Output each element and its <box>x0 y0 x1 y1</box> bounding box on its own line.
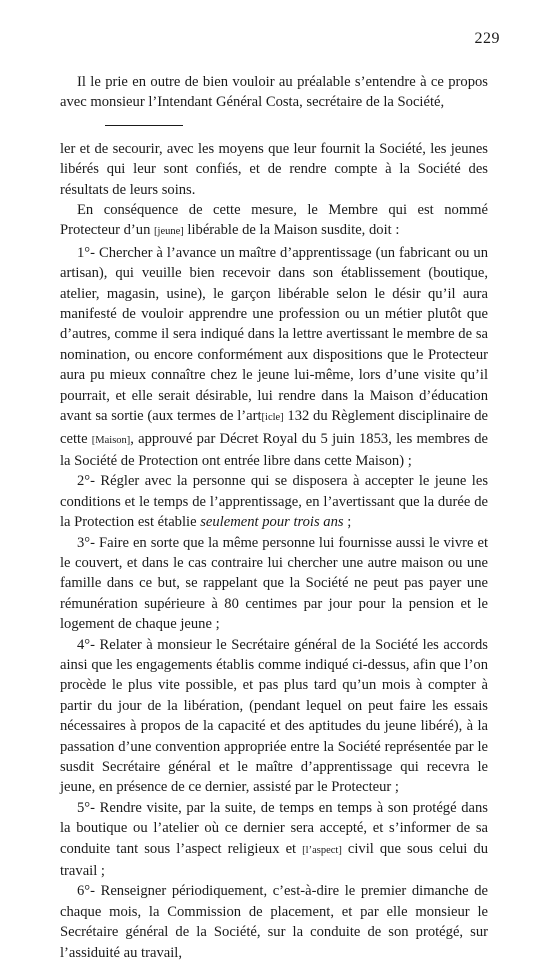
item1-text-c: , approuvé par Décret Royal du 5 juin 1853, les membres de la Société de Protection ont entrée libre dans cette Maison) ; <box>60 430 488 469</box>
list-item-1 <box>60 243 488 471</box>
list-item-3: 3°- Faire en sorte que la même personne lui fournisse aussi le vivre et le couvert, et dans le cas contraire lui chercher une autre maison ou une famille dans ce but, se rappelant que la Société ne peut pas payer une rémunération supérieure à 80 centimes par jour pour la pension et le logement de chaque jeune ; <box>60 534 488 633</box>
list-item-6: 6°- Renseigner périodiquement, c’est-à-dire le premier dimanche de chaque mois, la Commission de placement, et par elle monsieur le Secrétaire général de la Société, sur la conduite de son protégé, sur l’assiduité au travail, <box>60 883 488 961</box>
list-item-2 <box>60 471 488 532</box>
item5-text-a: 5°- Rendre visite, par la suite, de temps en temps à son protégé dans la boutique ou l’atelier où ce dernier sera accepté, et s’informer de sa conduite tant sous l’aspect religieux et <box>60 799 488 857</box>
consequence-text-a: En conséquence de cette mesure, le Membre qui est nommé Protecteur d’un <box>60 202 488 239</box>
page-number: 229 <box>474 30 500 47</box>
body-text <box>60 72 488 963</box>
item2-text-a: 2°- Régler avec la personne qui se disposera à accepter le jeune les conditions et le temps de l’apprentissage, en l’avertissant que la durée de la Protection est établie <box>60 473 488 531</box>
item5-text-b: civil que sous celui du travail ; <box>60 840 488 880</box>
emphasis-text: seulement pour trois ans <box>200 514 344 531</box>
item2-text-b: ; <box>343 514 352 531</box>
item1-text-a: 1°- Chercher à l’avance un maître d’apprentissage (un fabricant ou un artisan), qui veuille bien recevoir dans son établissement (boutique, atelier, magasin, usine), le garçon libérable selon le désir qu’il aura manifesté de vouloir apprendre une profession ou un métier plutôt que d’autres, comme il sera indiqué dans la lettre avertissant le membre de sa nomination, ou encore conformément aux dispositions que le Protecteur aura pu mieux connaître chez le jeune lui-même, lors d’une visite qu’il pourrait, et elle serait désirable, lui rendre dans la Maison d’éducation avant sa sortie (aux termes de l’art <box>60 244 488 425</box>
separator-rule <box>105 125 183 126</box>
consequence-text-b: libérable de la Maison susdite, doit : <box>183 222 400 239</box>
continuation-paragraph: ler et de secourir, avec les moyens que leur fournit la Société, les jeunes libérés qui leur sont confiés, et de rendre compte à la Société des résultats de leurs soins. <box>60 140 488 198</box>
editorial-insertion: [Maison] <box>91 434 131 446</box>
editorial-insertion: [l’aspect] <box>302 844 342 856</box>
consequence-paragraph <box>60 200 488 243</box>
editorial-insertion: [icle] <box>261 412 284 424</box>
item1-text-b: 132 du Règlement disciplinaire de cette <box>60 408 488 447</box>
list-item-4: 4°- Relater à monsieur le Secrétaire général de la Société les accords ainsi que les engagements établis comme indiqué ci-dessus, afin que l’on procède le plus vite possible, et pas plus tard qu’un mois à compter à partir du jour de la libération, (pendant lequel on peut faire les essais nécessaires à propos de la capacité et des aptitudes du jeune libéré), à la passation d’une convention appropriée entre la Société représentée par le susdit Secrétaire général et le maître d’apprentissage qui recevra le jeune, en présence de ce dernier, assisté par le Protecteur ; <box>60 636 488 796</box>
top-paragraph: Il le prie en outre de bien vouloir au préalable s’entendre à ce propos avec monsieur l’Intendant Général Costa, secrétaire de la Société, <box>60 74 488 111</box>
editorial-insertion: [jeune] <box>154 226 184 238</box>
list-item-5 <box>60 798 488 882</box>
